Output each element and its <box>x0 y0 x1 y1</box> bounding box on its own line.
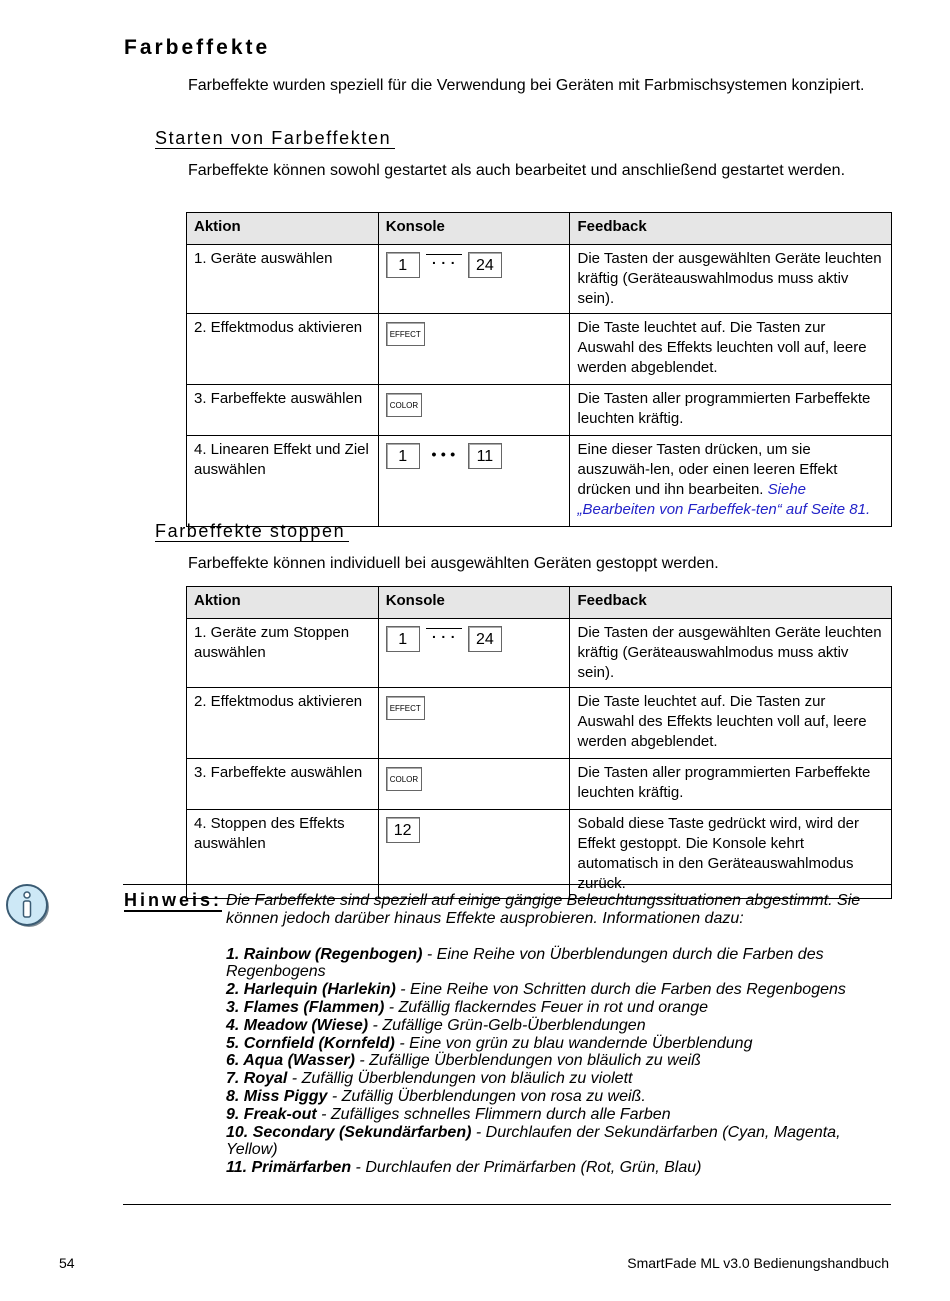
section-title-start: Starten von Farbeffekten <box>155 128 395 149</box>
effect-description: - Zufälliges schnelles Flimmern durch alle Farben <box>316 1105 671 1123</box>
page-heading: Farbeffekte <box>124 36 271 59</box>
effect-name: 1. Rainbow (Regenbogen) <box>226 945 423 963</box>
note-list-item <box>226 1052 892 1070</box>
effect-name: 11. Primärfarben <box>226 1159 352 1177</box>
feedback-cell <box>570 436 892 527</box>
col-header-feedback: Feedback <box>570 587 892 619</box>
note-list-item <box>226 999 892 1017</box>
info-icon <box>4 882 52 930</box>
console-key: 1 <box>386 252 420 278</box>
note-list-item <box>226 1159 892 1177</box>
col-header-feedback: Feedback <box>570 213 892 245</box>
effect-name: 5. Cornfield (Kornfeld) <box>226 1034 395 1052</box>
color-key: COLOR <box>386 393 422 417</box>
action-cell: 4. Linearen Effekt und Ziel auswählen <box>187 436 379 527</box>
table-row <box>187 619 892 688</box>
table-row <box>187 688 892 759</box>
effect-name: 7. Royal <box>226 1070 288 1088</box>
feedback-cell: Sobald diese Taste gedrückt wird, wird der Effekt gestoppt. Die Konsole kehrt automatisch in den Geräteauswahlmodus zurück. <box>570 810 892 899</box>
action-cell: 4. Stoppen des Effekts auswählen <box>187 810 379 899</box>
console-cell <box>378 759 570 810</box>
console-cell <box>378 314 570 385</box>
table-row <box>187 759 892 810</box>
console-cell <box>378 619 570 688</box>
action-cell: 1. Geräte zum Stoppen auswählen <box>187 619 379 688</box>
feedback-cell: Die Taste leuchtet auf. Die Tasten zur Auswahl des Effekts leuchten voll auf, leere werden abgeblendet. <box>570 688 892 759</box>
effect-name: 6. Aqua (Wasser) <box>226 1052 355 1070</box>
note-list-item <box>226 1124 892 1160</box>
effect-description: - Zufällig Überblendungen von rosa zu weiß. <box>327 1087 646 1105</box>
section-start-text: Farbeffekte können sowohl gestartet als auch bearbeitet und anschließend gestartet werden. <box>188 162 846 179</box>
table-row <box>187 245 892 314</box>
color-key: COLOR <box>386 767 422 791</box>
note-list-item <box>226 1088 892 1106</box>
effect-name: 8. Miss Piggy <box>226 1087 328 1105</box>
section-title-stop: Farbeffekte stoppen <box>155 521 349 542</box>
col-header-action: Aktion <box>187 213 379 245</box>
cross-reference-link[interactable]: Siehe „Bearbeiten von Farbeffek-ten“ auf Seite 81. <box>577 481 871 518</box>
feedback-cell: Die Taste leuchtet auf. Die Tasten zur Auswahl des Effekts leuchten voll auf, leere werden abgeblendet. <box>570 314 892 385</box>
action-cell: 1. Geräte auswählen <box>187 245 379 314</box>
console-cell <box>378 385 570 436</box>
col-header-console: Konsole <box>378 587 570 619</box>
effect-name: 9. Freak-out <box>226 1105 317 1123</box>
console-key: 24 <box>468 252 502 278</box>
effect-key: EFFECT <box>386 696 425 720</box>
note-body <box>226 892 892 1177</box>
col-header-action: Aktion <box>187 587 379 619</box>
note-label: Hinweis: <box>124 890 223 910</box>
console-cell <box>378 245 570 314</box>
start-effects-table <box>186 212 892 527</box>
console-cell <box>378 810 570 899</box>
note-list-item <box>226 1106 892 1124</box>
note-list-item <box>226 946 892 982</box>
console-cell <box>378 688 570 759</box>
page-number: 54 <box>59 1255 75 1271</box>
console-key: 24 <box>468 626 502 652</box>
table-header-row <box>187 213 892 245</box>
effect-description: - Eine Reihe von Schritten durch die Farben des Regenbogens <box>395 981 846 999</box>
effect-name: 4. Meadow (Wiese) <box>226 1016 369 1034</box>
effect-description: - Zufällige Grün-Gelb-Überblendungen <box>368 1016 646 1034</box>
stop-effects-table <box>186 586 892 899</box>
action-cell: 2. Effektmodus aktivieren <box>187 314 379 385</box>
feedback-cell: Die Tasten der ausgewählten Geräte leuchten kräftig (Geräteauswahlmodus muss aktiv sein). <box>570 619 892 688</box>
console-key: 1 <box>386 626 420 652</box>
effect-name: 2. Harlequin (Harlekin) <box>226 981 396 999</box>
note-effect-list <box>226 946 892 1177</box>
note-list-item <box>226 1017 892 1035</box>
console-key: 11 <box>468 443 502 469</box>
note-list-item <box>226 1035 892 1053</box>
action-cell: 3. Farbeffekte auswählen <box>187 385 379 436</box>
note-list-item <box>226 981 892 999</box>
section-stop-text: Farbeffekte können individuell bei ausgewählten Geräten gestoppt werden. <box>188 555 719 572</box>
note-intro: Die Farbeffekte sind speziell auf einige gängige Beleuchtungssituationen abgestimmt. Sie können jedoch darüber hinaus Effekte ausprobieren. Informationen dazu: <box>226 892 861 927</box>
range-dots: ... <box>426 254 462 267</box>
effect-description: - Durchlaufen der Sekundärfarben (Cyan, Magenta, Yellow) <box>226 1123 841 1159</box>
feedback-cell: Die Tasten aller programmierten Farbeffekte leuchten kräftig. <box>570 385 892 436</box>
effect-description: - Zufällige Überblendungen von bläulich zu weiß <box>354 1052 701 1070</box>
effect-key: EFFECT <box>386 322 425 346</box>
col-header-console: Konsole <box>378 213 570 245</box>
effect-name: 3. Flames (Flammen) <box>226 998 385 1016</box>
table-header-row <box>187 587 892 619</box>
feedback-text: Eine dieser Tasten drücken, um sie auszuwäh-len, oder einen leeren Effekt drücken und ihn bearbeiten. <box>577 441 838 498</box>
feedback-cell: Die Tasten der ausgewählten Geräte leuchten kräftig (Geräteauswahlmodus muss aktiv sein). <box>570 245 892 314</box>
range-dots: ••• <box>429 448 458 464</box>
effect-description: - Eine von grün zu blau wandernde Überblendung <box>394 1034 753 1052</box>
note-list-item <box>226 1070 892 1088</box>
action-cell: 2. Effektmodus aktivieren <box>187 688 379 759</box>
action-cell: 3. Farbeffekte auswählen <box>187 759 379 810</box>
table-row <box>187 385 892 436</box>
feedback-cell: Die Tasten aller programmierten Farbeffekte leuchten kräftig. <box>570 759 892 810</box>
note-bottom-rule <box>123 1204 891 1205</box>
effect-description: - Zufällig flackerndes Feuer in rot und orange <box>384 998 709 1016</box>
table-row <box>187 436 892 527</box>
console-cell <box>378 436 570 527</box>
console-key: 1 <box>386 443 420 469</box>
effect-description: - Eine Reihe von Überblendungen durch die Farben des Regenbogens <box>226 945 824 981</box>
range-dots: ... <box>426 628 462 641</box>
effect-description: - Zufällig Überblendungen von bläulich zu violett <box>287 1070 633 1088</box>
intro-paragraph: Farbeffekte wurden speziell für die Verwendung bei Geräten mit Farbmischsystemen konzipiert. <box>188 77 865 94</box>
footer-title: SmartFade ML v3.0 Bedienungshandbuch <box>627 1255 889 1271</box>
table-row <box>187 810 892 899</box>
table-row <box>187 314 892 385</box>
note-top-rule <box>123 884 891 885</box>
console-key: 12 <box>386 817 420 843</box>
effect-name: 10. Secondary (Sekundärfarben) <box>226 1123 472 1141</box>
effect-description: - Durchlaufen der Primärfarben (Rot, Grün, Blau) <box>351 1159 702 1177</box>
